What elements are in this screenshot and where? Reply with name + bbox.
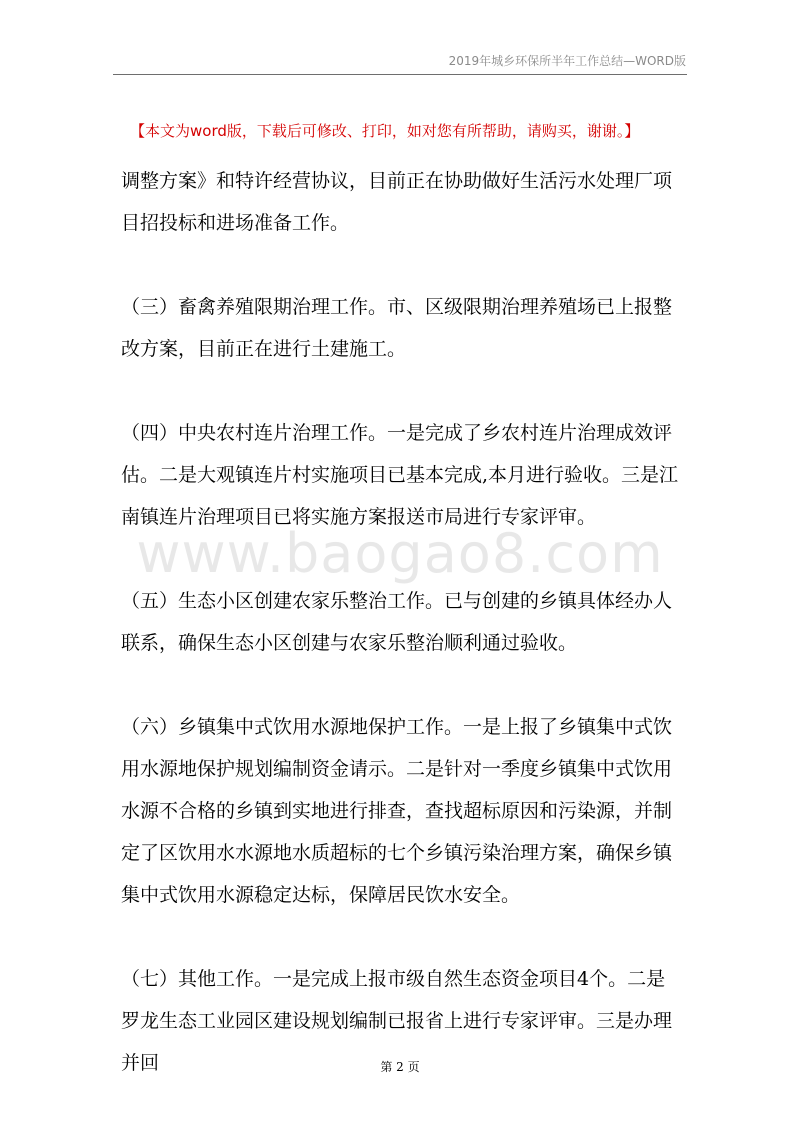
watermark: www.baogao8.com [136,522,664,585]
purchase-notice: 【本文为word版，下载后可修改、打印，如对您有所帮助，请购买，谢谢。】 [130,122,640,140]
document-header: 2019年城乡环保所半年工作总结—WORD版 [448,54,686,68]
paragraph-rural-treatment: （四）中央农村连片治理工作。一是完成了乡农村连片治理成效评估。二是大观镇连片村实施项目已基本完成,本月进行验收。三是江南镇连片治理项目已将实施方案报送市局进行专家评审。 [121,422,679,528]
header-divider [113,74,687,75]
document-body [121,160,683,1126]
paragraph-continuation: 调整方案》和特许经营协议，目前正在协助做好生活污水处理厂项目招投标和进场准备工作。 [121,170,673,234]
paragraph-livestock: （三）畜禽养殖限期治理工作。市、区级限期治理养殖场已上报整改方案，目前正在进行土建施工。 [121,296,673,360]
paragraph-eco-community: （五）生态小区创建农家乐整治工作。已与创建的乡镇具体经办人联系，确保生态小区创建与农家乐整治顺利通过验收。 [121,590,673,654]
paragraph-water-source: （六）乡镇集中式饮用水源地保护工作。一是上报了乡镇集中式饮用水源地保护规划编制资金请示。二是针对一季度乡镇集中式饮用水源不合格的乡镇到实地进行排查，查找超标原因和污染源，并制定了区饮用水水源地水质超标的七个乡镇污染治理方案，确保乡镇集中式饮用水源稳定达标，保障居民饮水安全。 [121,716,673,906]
page-number: 第 2 页 [380,1060,420,1074]
paragraph-other-work: （七）其他工作。一是完成上报市级自然生态资金项目4个。二是罗龙生态工业园区建设规划编制已报省上进行专家评审。三是办理并回 [121,968,673,1074]
